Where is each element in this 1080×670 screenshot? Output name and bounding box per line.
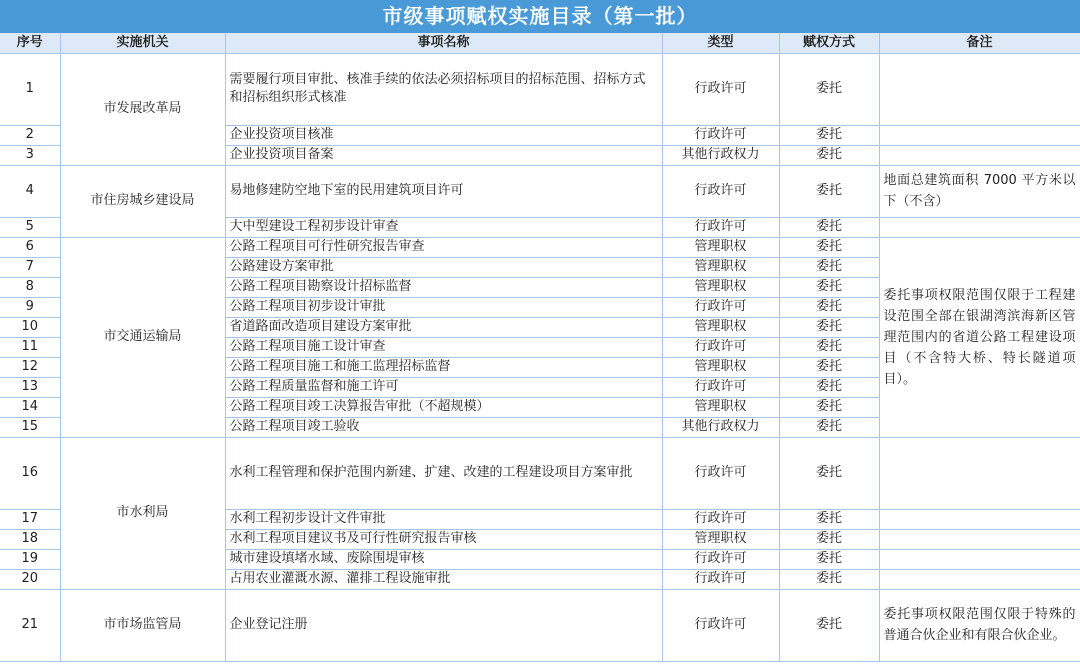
cell-type: 行政许可: [662, 217, 779, 237]
cell-no: 17: [0, 509, 60, 529]
cell-no: 16: [0, 437, 60, 509]
page-title: 市级事项赋权实施目录（第一批）: [0, 0, 1080, 33]
cell-type: 行政许可: [662, 377, 779, 397]
header-row: [0, 33, 1080, 53]
cell-note: [879, 125, 1080, 145]
cell-method: 委托: [779, 145, 879, 165]
cell-type: 管理职权: [662, 397, 779, 417]
cell-method: 委托: [779, 529, 879, 549]
cell-type: 行政许可: [662, 125, 779, 145]
cell-note: [879, 509, 1080, 529]
cell-note: [879, 549, 1080, 569]
cell-no: 10: [0, 317, 60, 337]
cell-item-name: 水利工程管理和保护范围内新建、扩建、改建的工程建设项目方案审批: [225, 437, 662, 509]
cell-no: 11: [0, 337, 60, 357]
cell-type: 管理职权: [662, 529, 779, 549]
cell-method: 委托: [779, 317, 879, 337]
cell-agency: 市发展改革局: [60, 53, 225, 165]
cell-item-name: 公路工程项目勘察设计招标监督: [225, 277, 662, 297]
cell-note: [879, 217, 1080, 237]
header-no: 序号: [0, 33, 60, 53]
table-row: [0, 237, 1080, 257]
cell-type: 行政许可: [662, 437, 779, 509]
cell-note: [879, 529, 1080, 549]
cell-item-name: 占用农业灌溉水源、灌排工程设施审批: [225, 569, 662, 589]
cell-method: 委托: [779, 549, 879, 569]
cell-method: 委托: [779, 337, 879, 357]
cell-method: 委托: [779, 589, 879, 661]
cell-method: 委托: [779, 217, 879, 237]
header-agency: 实施机关: [60, 33, 225, 53]
cell-method: 委托: [779, 397, 879, 417]
cell-note: [879, 569, 1080, 589]
cell-item-name: 公路建设方案审批: [225, 257, 662, 277]
cell-note: [879, 53, 1080, 125]
cell-item-name: 公路工程项目可行性研究报告审查: [225, 237, 662, 257]
cell-item-name: 公路工程项目竣工验收: [225, 417, 662, 437]
table-row: [0, 165, 1080, 217]
cell-no: 18: [0, 529, 60, 549]
cell-type: 其他行政权力: [662, 145, 779, 165]
cell-method: 委托: [779, 277, 879, 297]
cell-no: 7: [0, 257, 60, 277]
cell-type: 行政许可: [662, 549, 779, 569]
cell-item-name: 水利工程初步设计文件审批: [225, 509, 662, 529]
cell-no: 4: [0, 165, 60, 217]
cell-no: 1: [0, 53, 60, 125]
cell-item-name: 企业投资项目核准: [225, 125, 662, 145]
cell-type: 管理职权: [662, 257, 779, 277]
cell-type: 行政许可: [662, 569, 779, 589]
cell-agency: 市市场监管局: [60, 589, 225, 661]
header-method: 赋权方式: [779, 33, 879, 53]
cell-method: 委托: [779, 53, 879, 125]
cell-type: 行政许可: [662, 337, 779, 357]
cell-note: [879, 145, 1080, 165]
cell-no: 20: [0, 569, 60, 589]
cell-item-name: 企业投资项目备案: [225, 145, 662, 165]
cell-item-name: 公路工程项目初步设计审批: [225, 297, 662, 317]
cell-type: 行政许可: [662, 297, 779, 317]
cell-type: 其他行政权力: [662, 417, 779, 437]
cell-type: 管理职权: [662, 277, 779, 297]
cell-method: 委托: [779, 509, 879, 529]
cell-item-name: 公路工程项目施工和施工监理招标监督: [225, 357, 662, 377]
cell-no: 9: [0, 297, 60, 317]
cell-type: 行政许可: [662, 509, 779, 529]
cell-note: [879, 437, 1080, 509]
cell-method: 委托: [779, 357, 879, 377]
cell-no: 14: [0, 397, 60, 417]
cell-agency: 市交通运输局: [60, 237, 225, 437]
cell-item-name: 省道路面改造项目建设方案审批: [225, 317, 662, 337]
cell-no: 21: [0, 589, 60, 661]
cell-no: 5: [0, 217, 60, 237]
cell-item-name: 大中型建设工程初步设计审查: [225, 217, 662, 237]
cell-no: 8: [0, 277, 60, 297]
cell-method: 委托: [779, 257, 879, 277]
cell-note: 委托事项权限范围仅限于特殊的普通合伙企业和有限合伙企业。: [879, 589, 1080, 661]
header-item-name: 事项名称: [225, 33, 662, 53]
cell-type: 管理职权: [662, 237, 779, 257]
cell-method: 委托: [779, 377, 879, 397]
table-row: [0, 589, 1080, 661]
cell-agency: 市住房城乡建设局: [60, 165, 225, 237]
cell-method: 委托: [779, 569, 879, 589]
cell-type: 行政许可: [662, 165, 779, 217]
cell-method: 委托: [779, 417, 879, 437]
cell-agency: 市水利局: [60, 437, 225, 589]
cell-item-name: 需要履行项目审批、核准手续的依法必须招标项目的招标范围、招标方式和招标组织形式核准: [225, 53, 662, 125]
cell-method: 委托: [779, 237, 879, 257]
cell-type: 行政许可: [662, 589, 779, 661]
cell-no: 2: [0, 125, 60, 145]
table-row: [0, 437, 1080, 509]
cell-item-name: 公路工程项目施工设计审查: [225, 337, 662, 357]
cell-method: 委托: [779, 437, 879, 509]
cell-method: 委托: [779, 125, 879, 145]
cell-item-name: 易地修建防空地下室的民用建筑项目许可: [225, 165, 662, 217]
cell-no: 3: [0, 145, 60, 165]
cell-note-transport: 委托事项权限范围仅限于工程建设范围全部在银湖湾滨海新区管理范围内的省道公路工程建设项目（不含特大桥、特长隧道项目）。: [879, 237, 1080, 437]
cell-type: 管理职权: [662, 357, 779, 377]
cell-no: 19: [0, 549, 60, 569]
cell-type: 行政许可: [662, 53, 779, 125]
cell-item-name: 公路工程质量监督和施工许可: [225, 377, 662, 397]
table-row: [0, 53, 1080, 125]
directory-table: [0, 33, 1080, 662]
cell-note: 地面总建筑面积 7000 平方米以下（不含）: [879, 165, 1080, 217]
header-type: 类型: [662, 33, 779, 53]
cell-no: 15: [0, 417, 60, 437]
cell-item-name: 水利工程项目建议书及可行性研究报告审核: [225, 529, 662, 549]
cell-item-name: 城市建设填堵水域、废除围堤审核: [225, 549, 662, 569]
header-note: 备注: [879, 33, 1080, 53]
cell-method: 委托: [779, 297, 879, 317]
cell-no: 6: [0, 237, 60, 257]
cell-item-name: 公路工程项目竣工决算报告审批（不超规模）: [225, 397, 662, 417]
cell-method: 委托: [779, 165, 879, 217]
cell-type: 管理职权: [662, 317, 779, 337]
cell-no: 13: [0, 377, 60, 397]
cell-no: 12: [0, 357, 60, 377]
cell-item-name: 企业登记注册: [225, 589, 662, 661]
